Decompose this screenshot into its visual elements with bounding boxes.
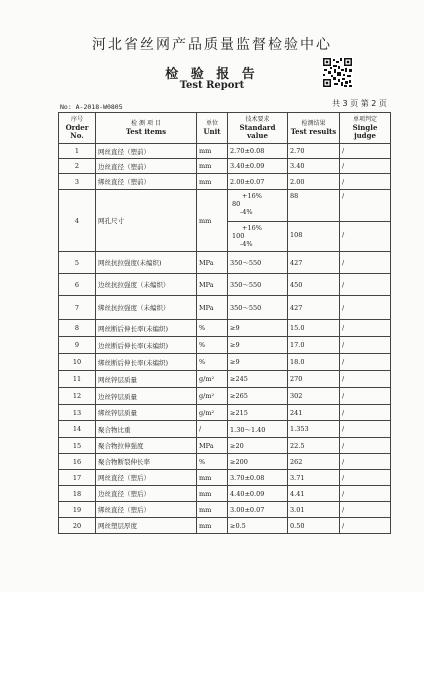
row-unit: mm: [197, 174, 228, 190]
row-unit: %: [197, 454, 228, 470]
row-item: 绑丝直径（塑前）: [96, 174, 197, 190]
row-item: 网丝抗拉强度(未编织): [96, 252, 197, 274]
header-results: 检测结果 Test results: [288, 113, 340, 144]
row-result: 18.0: [288, 354, 340, 371]
row-judge: /: [340, 337, 391, 354]
row-item: 网丝锌层质量: [96, 371, 197, 388]
row-result: 0.50: [288, 518, 340, 534]
row-result: 270: [288, 371, 340, 388]
row-item: 绑丝锌层质量: [96, 405, 197, 421]
qr-code-icon: [322, 57, 353, 88]
row-number: 13: [59, 405, 96, 421]
row-standard: ≥265: [228, 388, 288, 405]
row-result: 2.70: [288, 144, 340, 159]
table-row: [59, 252, 391, 274]
row-item: 聚合物比重: [96, 421, 197, 438]
row-unit: mm: [197, 486, 228, 502]
row-number: 11: [59, 371, 96, 388]
row-unit: MPa: [197, 438, 228, 454]
table-row: [59, 502, 391, 518]
row-unit: MPa: [197, 274, 228, 296]
table-row: [59, 174, 391, 190]
row-number: 9: [59, 337, 96, 354]
row-number: 14: [59, 421, 96, 438]
row-number: 19: [59, 502, 96, 518]
row-unit: g/m²: [197, 371, 228, 388]
table-row: [59, 454, 391, 470]
table-row: [59, 486, 391, 502]
row-standard: ≥20: [228, 438, 288, 454]
row-unit: /: [197, 421, 228, 438]
row-judge: /: [340, 388, 391, 405]
table-row: [59, 421, 391, 438]
row-standard: ≥0.5: [228, 518, 288, 534]
row-judge: /: [340, 320, 391, 337]
row-number: 2: [59, 159, 96, 174]
table-row: [59, 518, 391, 534]
row-number: 8: [59, 320, 96, 337]
row-item: 绑丝直径（塑后）: [96, 502, 197, 518]
row-number: 7: [59, 296, 96, 320]
row-item: 边丝直径（塑后）: [96, 486, 197, 502]
row-unit: g/m²: [197, 388, 228, 405]
report-title-cn: 检 验 报 告: [165, 67, 259, 82]
row-item: 绑丝抗拉强度（未编织）: [96, 296, 197, 320]
table-row: [59, 405, 391, 421]
row-number: 20: [59, 518, 96, 534]
row-result: 241: [288, 405, 340, 421]
row-result: 3.40: [288, 159, 340, 174]
row-unit: %: [197, 320, 228, 337]
row-item: 边丝直径（塑前）: [96, 159, 197, 174]
row-judge: /: [340, 274, 391, 296]
row-result: 1.353: [288, 421, 340, 438]
header-order: 序号 Order No.: [59, 113, 96, 144]
row-number: 17: [59, 470, 96, 486]
row-number: 5: [59, 252, 96, 274]
table-row: [59, 320, 391, 337]
row-unit: MPa: [197, 252, 228, 274]
row-number: 12: [59, 388, 96, 405]
row-judge: /: [340, 252, 391, 274]
row-number: 1: [59, 144, 96, 159]
table-row: [59, 388, 391, 405]
row-unit: mm: [197, 159, 228, 174]
row-judge: /: [340, 438, 391, 454]
row-standard: 3.70±0.08: [228, 470, 288, 486]
row-result: 2.00: [288, 174, 340, 190]
row-number: 10: [59, 354, 96, 371]
row-unit: %: [197, 354, 228, 371]
row-result: 427: [288, 296, 340, 320]
row-judge: /: [340, 159, 391, 174]
row-item: 边丝抗拉强度（未编织）: [96, 274, 197, 296]
row-unit: mm: [197, 144, 228, 159]
report-number: No: A-2018-W0805: [60, 103, 123, 111]
row-item: 聚合物拉伸强度: [96, 438, 197, 454]
row-item: 网孔尺寸: [96, 190, 197, 252]
table-header-row: [59, 113, 391, 144]
table-row: [59, 470, 391, 486]
row-judge: /: [340, 354, 391, 371]
row-result: 427: [288, 252, 340, 274]
row-judge: /: [340, 518, 391, 534]
page-background: [0, 592, 424, 700]
table-row: [59, 144, 391, 159]
row-standard: 3.40±0.09: [228, 159, 288, 174]
table-row: [59, 354, 391, 371]
row-unit: g/m²: [197, 405, 228, 421]
row-standard: 350～550: [228, 252, 288, 274]
row-number: 3: [59, 174, 96, 190]
row-standard: ≥9: [228, 354, 288, 371]
row-standard: ≥9: [228, 320, 288, 337]
row-result: 450: [288, 274, 340, 296]
row-item: 边丝断后伸长率(未编织): [96, 337, 197, 354]
header-standard: 技术要求 Standard value: [228, 113, 288, 144]
organization-title: 河北省丝网产品质量监督检验中心: [92, 37, 332, 53]
row-standard: 3.00±0.07: [228, 502, 288, 518]
row-number: 15: [59, 438, 96, 454]
row-judge: /: [340, 371, 391, 388]
row-standard: ≥215: [228, 405, 288, 421]
row-result: 17.0: [288, 337, 340, 354]
table-row: [59, 274, 391, 296]
row-result: 88 108: [288, 190, 340, 252]
row-standard: ≥245: [228, 371, 288, 388]
row-standard: 4.40±0.09: [228, 486, 288, 502]
row-result: 262: [288, 454, 340, 470]
test-results-table: [58, 112, 390, 534]
row-result: 3.01: [288, 502, 340, 518]
report-title-en: Test Report: [179, 80, 245, 91]
row-unit: mm: [197, 518, 228, 534]
row-unit: %: [197, 337, 228, 354]
row-standard: ≥200: [228, 454, 288, 470]
row-standard: 350～550: [228, 296, 288, 320]
table-row: [59, 296, 391, 320]
row-item: 绑丝断后伸长率(未编织): [96, 354, 197, 371]
row-item: 聚合物断裂伸长率: [96, 454, 197, 470]
row-standard: 350～550: [228, 274, 288, 296]
row-standard: +16% 80 -4% +16% 100 -4%: [228, 190, 288, 252]
row-item: 网丝塑层厚度: [96, 518, 197, 534]
row-judge: /: [340, 486, 391, 502]
row-number: 16: [59, 454, 96, 470]
row-judge: /: [340, 405, 391, 421]
row-unit: mm: [197, 502, 228, 518]
row-judge: /: [340, 296, 391, 320]
row-unit: mm: [197, 470, 228, 486]
row-number: 6: [59, 274, 96, 296]
row-result: 302: [288, 388, 340, 405]
row-number: 18: [59, 486, 96, 502]
row-standard: 2.70±0.08: [228, 144, 288, 159]
row-unit: mm: [197, 190, 228, 252]
table-row: [59, 438, 391, 454]
row-judge: /: [340, 174, 391, 190]
row-judge: / /: [340, 190, 391, 252]
row-judge: /: [340, 144, 391, 159]
row-item: 网丝断后伸长率(未编织): [96, 320, 197, 337]
header-items: 检 测 项 目 Test items: [96, 113, 197, 144]
row-number: 4: [59, 190, 96, 252]
row-standard: 1.30～1.40: [228, 421, 288, 438]
table-row: [59, 337, 391, 354]
row-result: 15.0: [288, 320, 340, 337]
row-item: 边丝锌层质量: [96, 388, 197, 405]
row-standard: ≥9: [228, 337, 288, 354]
row-result: 4.41: [288, 486, 340, 502]
table-row-mesh: [59, 190, 391, 252]
row-judge: /: [340, 470, 391, 486]
table-row: [59, 371, 391, 388]
row-judge: /: [340, 454, 391, 470]
page-info: 共 3 页 第 2 页: [332, 99, 387, 108]
row-judge: /: [340, 421, 391, 438]
row-result: 22.5: [288, 438, 340, 454]
row-unit: MPa: [197, 296, 228, 320]
row-result: 3.71: [288, 470, 340, 486]
row-item: 网丝直径（塑后）: [96, 470, 197, 486]
row-standard: 2.00±0.07: [228, 174, 288, 190]
header-unit: 单位 Unit: [197, 113, 228, 144]
header-judge: 单项判定 Single judge: [340, 113, 391, 144]
row-judge: /: [340, 502, 391, 518]
table-row: [59, 159, 391, 174]
row-item: 网丝直径（塑前）: [96, 144, 197, 159]
